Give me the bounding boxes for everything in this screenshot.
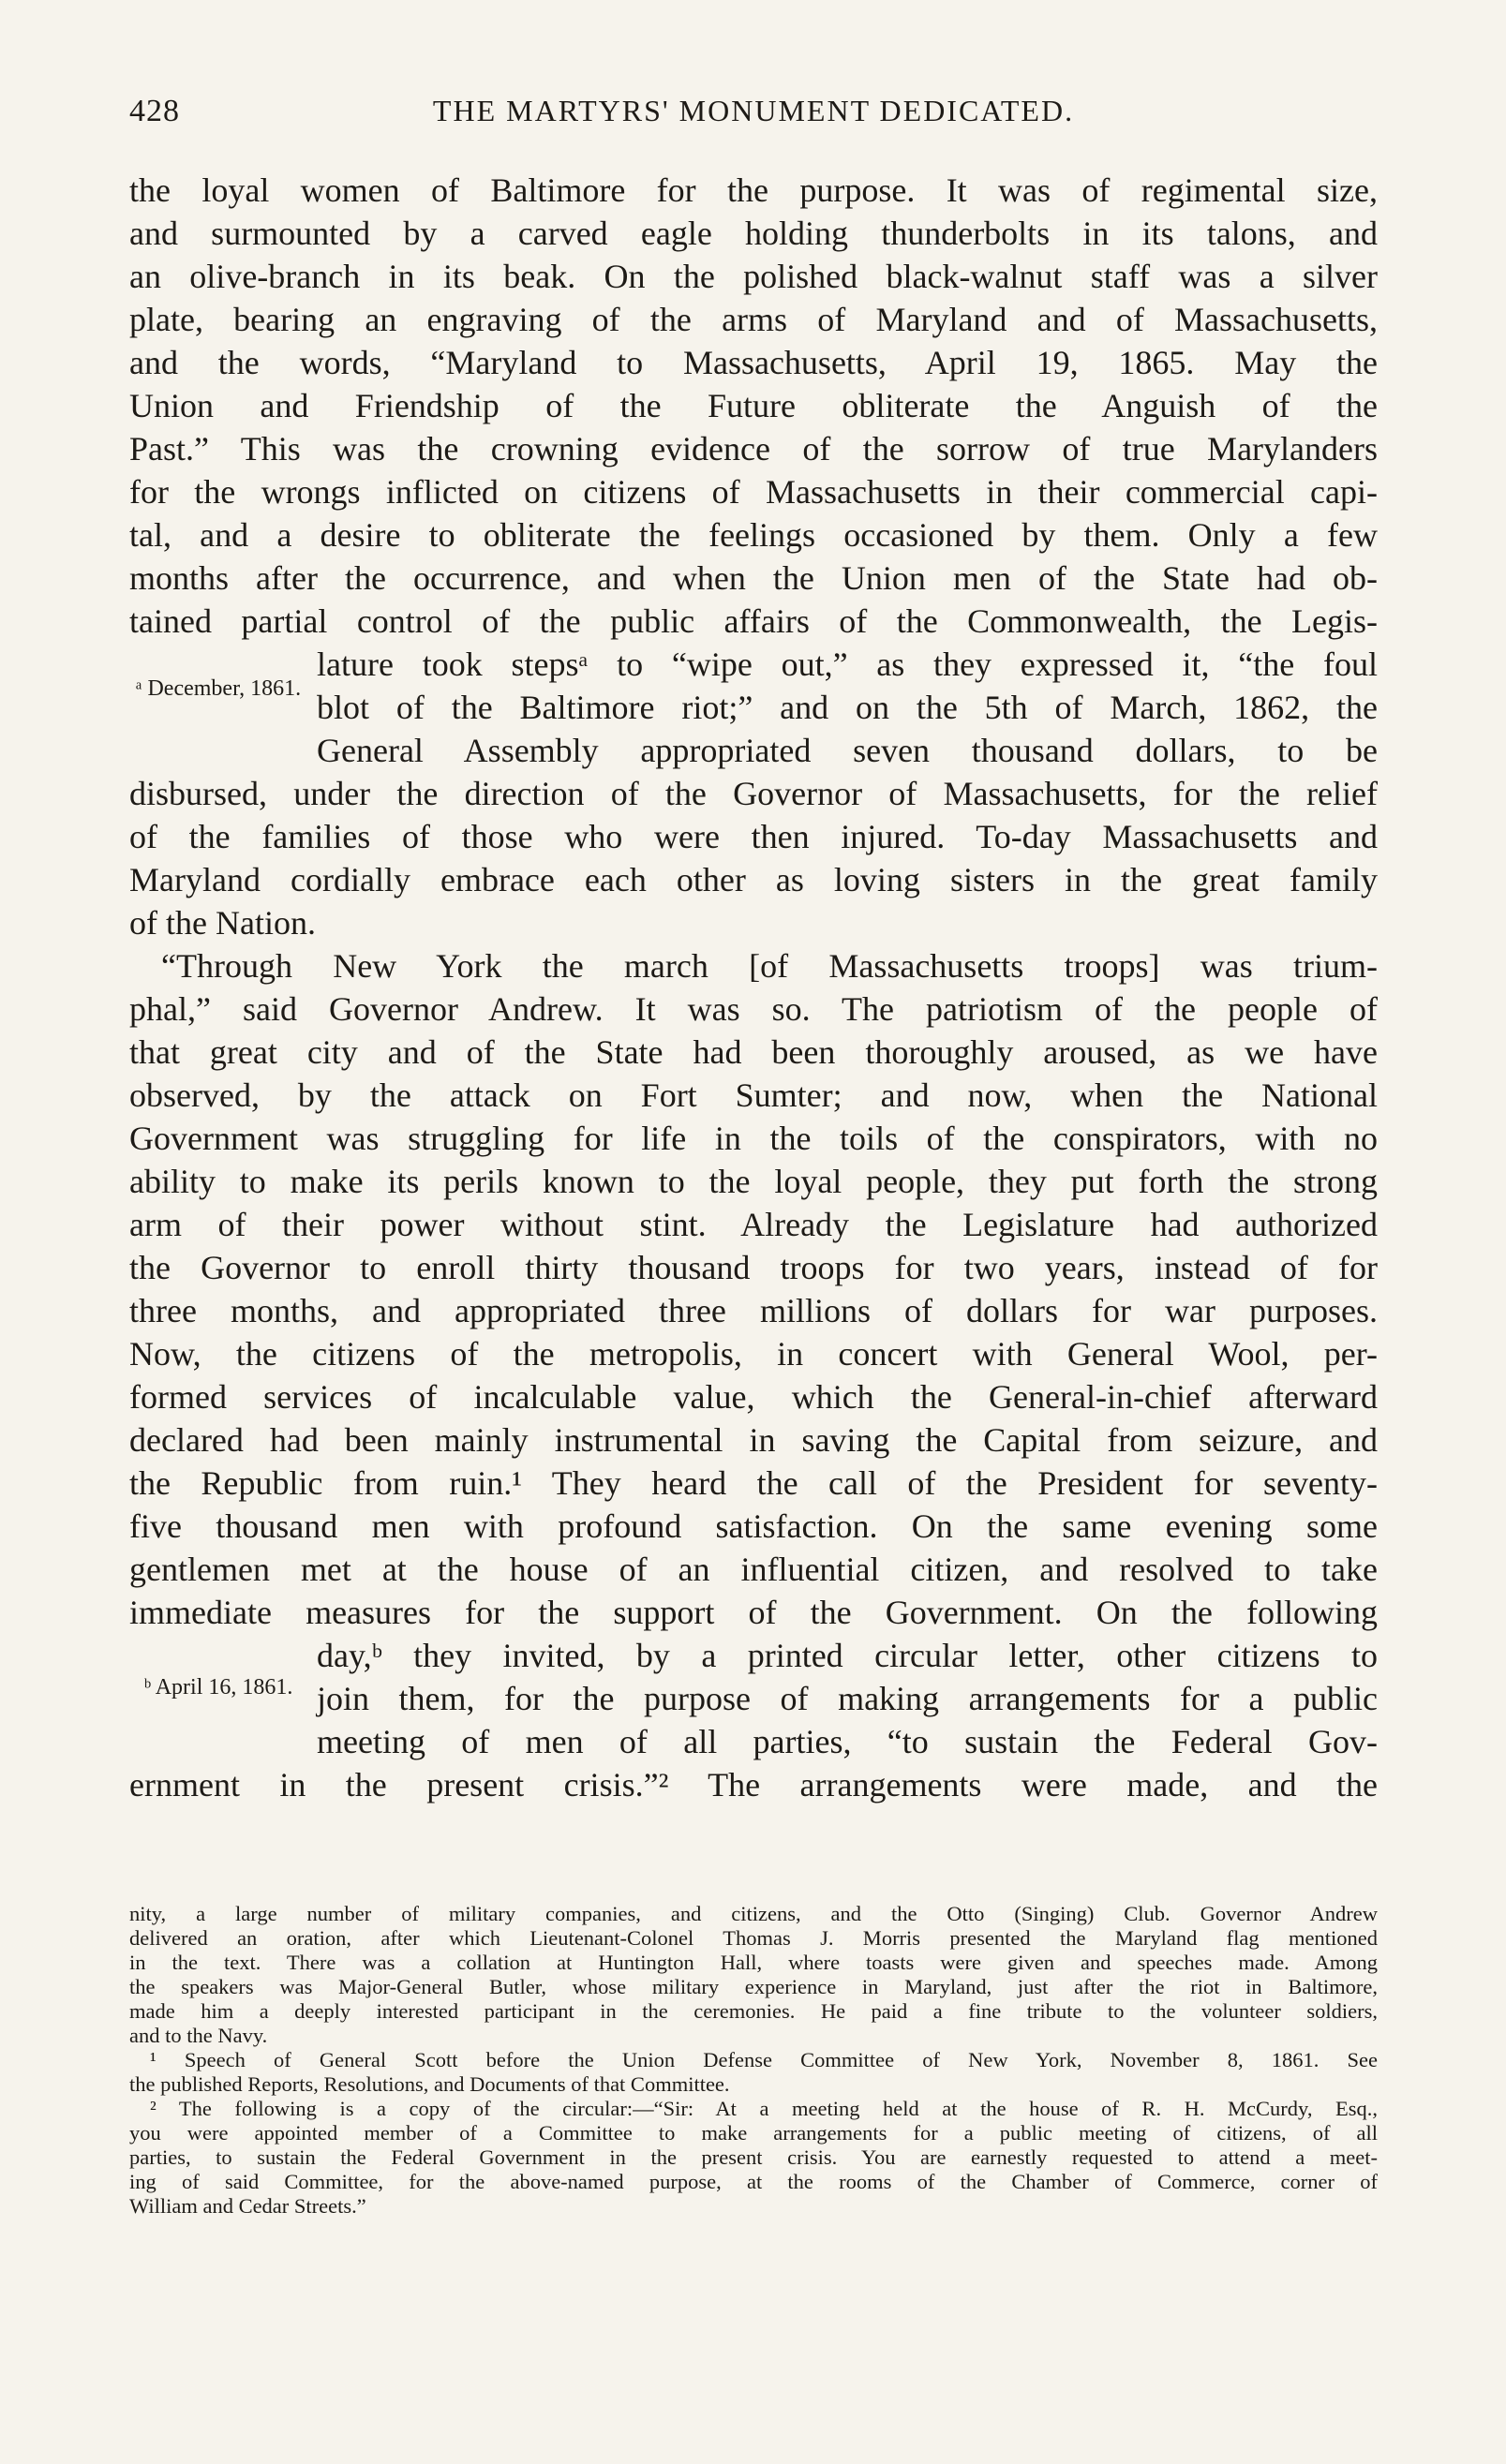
text-line: that great city and of the State had been thoroughly aroused, as we have — [129, 1033, 1378, 1071]
text-line: and the words, “Maryland to Massachusetts, April 19, 1865. May the — [129, 344, 1378, 381]
text-line: disbursed, under the direction of the Governor of Massachusetts, for the relief — [129, 775, 1378, 812]
footnote-line: and to the Navy. — [129, 2024, 268, 2047]
footnote-line: William and Cedar Streets.” — [129, 2194, 366, 2218]
text-line: ernment in the present crisis.”² The arrangements were made, and the — [129, 1766, 1378, 1803]
text-line: of the Nation. — [129, 904, 316, 942]
text-line: of the families of those who were then injured. To-day Massachusetts and — [129, 818, 1378, 855]
footnote-line: ing of said Committee, for the above-named purpose, at the rooms of the Chamber of Commerce, corner of — [129, 2170, 1378, 2193]
text-line: phal,” said Governor Andrew. It was so. The patriotism of the people of — [129, 990, 1378, 1028]
text-line: lature took stepsᵃ to “wipe out,” as they expressed it, “the foul — [317, 646, 1378, 683]
text-line: and surmounted by a carved eagle holding thunderbolts in its talons, and — [129, 215, 1378, 252]
footnote-line: ² The following is a copy of the circular:—“Sir: At a meeting held at the house of R. H. McCurdy, Esq., — [150, 2097, 1378, 2120]
text-line: the loyal women of Baltimore for the purpose. It was of regimental size, — [129, 171, 1378, 209]
footnote-line: made him a deeply interested participant in the ceremonies. He paid a fine tribute to the volunteer soldiers, — [129, 1999, 1378, 2023]
margin-note-april-1861: ᵇ April 16, 1861. — [143, 1675, 293, 1700]
page-number: 428 — [129, 94, 180, 128]
text-line: join them, for the purpose of making arrangements for a public — [317, 1680, 1378, 1717]
text-line: day,ᵇ they invited, by a printed circular letter, other citizens to — [317, 1637, 1378, 1674]
footnote-line: you were appointed member of a Committee to make arrangements for a public meeting of citizens, of all — [129, 2121, 1378, 2145]
text-line: the Republic from ruin.¹ They heard the call of the President for seventy- — [129, 1464, 1378, 1502]
text-line: immediate measures for the support of the Government. On the following — [129, 1594, 1378, 1631]
running-title: THE MARTYRS' MONUMENT DEDICATED. — [432, 94, 1075, 127]
text-line: blot of the Baltimore riot;” and on the 5th of March, 1862, the — [317, 689, 1378, 726]
footnotes — [129, 1902, 1378, 2219]
text-line: gentlemen met at the house of an influential citizen, and resolved to take — [129, 1551, 1378, 1588]
text-line: five thousand men with profound satisfaction. On the same evening some — [129, 1507, 1378, 1545]
text-line: Government was struggling for life in the toils of the conspirators, with no — [129, 1120, 1378, 1157]
footnote-line: nity, a large number of military companies, and citizens, and the Otto (Singing) Club. Governor Andrew — [129, 1902, 1378, 1925]
footnote-line: ¹ Speech of General Scott before the Union Defense Committee of New York, November 8, 1861. See — [150, 2048, 1378, 2071]
text-line: tal, and a desire to obliterate the feelings occasioned by them. Only a few — [129, 516, 1378, 554]
text-line: months after the occurrence, and when the Union men of the State had ob- — [129, 559, 1378, 597]
text-line: “Through New York the march [of Massachusetts troops] was trium- — [161, 947, 1378, 985]
text-line: declared had been mainly instrumental in saving the Capital from seizure, and — [129, 1421, 1378, 1459]
text-line: formed services of incalculable value, which the General-in-chief afterward — [129, 1378, 1378, 1416]
margin-note-december-1861: ᵃ December, 1861. — [135, 676, 302, 701]
text-line: three months, and appropriated three millions of dollars for war purposes. — [129, 1292, 1378, 1329]
footnote-line: parties, to sustain the Federal Government in the present crisis. You are earnestly requested to attend a meet- — [129, 2145, 1378, 2169]
text-line: observed, by the attack on Fort Sumter; and now, when the National — [129, 1076, 1378, 1114]
running-head — [129, 94, 1378, 141]
text-line: General Assembly appropriated seven thousand dollars, to be — [317, 732, 1378, 769]
footnote-line: the published Reports, Resolutions, and Documents of that Committee. — [129, 2072, 730, 2096]
text-line: tained partial control of the public affairs of the Commonwealth, the Legis- — [129, 602, 1378, 640]
main-text — [129, 169, 1378, 1806]
footnote-line: delivered an oration, after which Lieutenant-Colonel Thomas J. Morris presented the Maryland flag mentioned — [129, 1926, 1378, 1950]
text-line: Maryland cordially embrace each other as loving sisters in the great family — [129, 861, 1378, 898]
text-line: for the wrongs inflicted on citizens of Massachusetts in their commercial capi- — [129, 473, 1378, 511]
text-line: ability to make its perils known to the loyal people, they put forth the strong — [129, 1163, 1378, 1200]
text-line: the Governor to enroll thirty thousand troops for two years, instead of for — [129, 1249, 1378, 1286]
text-line: Now, the citizens of the metropolis, in concert with General Wool, per- — [129, 1335, 1378, 1373]
text-line: arm of their power without stint. Already the Legislature had authorized — [129, 1206, 1378, 1243]
text-line: Past.” This was the crowning evidence of the sorrow of true Marylanders — [129, 430, 1378, 468]
text-line: an olive-branch in its beak. On the polished black-walnut staff was a silver — [129, 258, 1378, 295]
footnote-line: in the text. There was a collation at Huntington Hall, where toasts were given and speeches made. Among — [129, 1951, 1378, 1974]
text-line: Union and Friendship of the Future obliterate the Anguish of the — [129, 387, 1378, 424]
footnote-line: the speakers was Major-General Butler, whose military experience in Maryland, just after the riot in Baltimore, — [129, 1975, 1378, 1998]
text-line: plate, bearing an engraving of the arms of Maryland and of Massachusetts, — [129, 301, 1378, 338]
text-line: meeting of men of all parties, “to sustain the Federal Gov- — [317, 1723, 1378, 1760]
